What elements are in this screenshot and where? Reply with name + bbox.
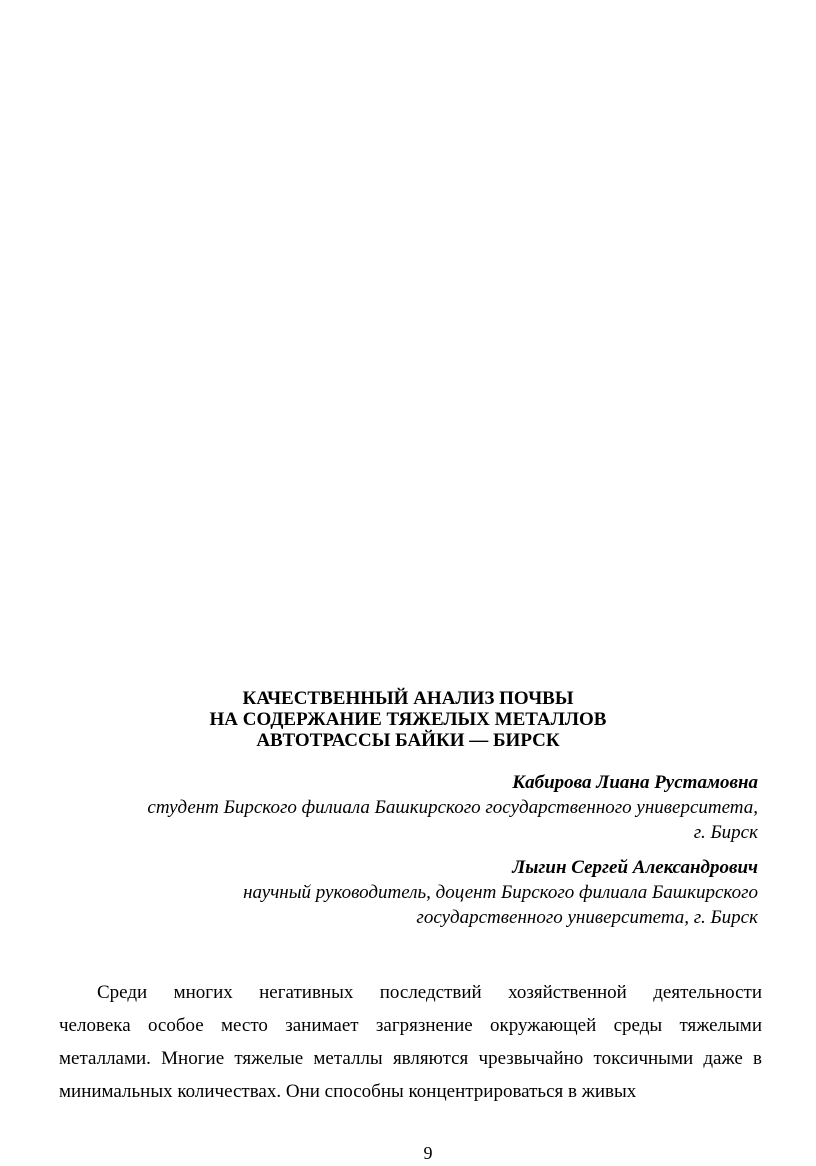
body-paragraph (59, 976, 762, 1108)
body-line: человека особое место занимает загрязнение окружающей среды тяжелыми (59, 1015, 762, 1036)
title-line: НА СОДЕРЖАНИЕ ТЯЖЕЛЫХ МЕТАЛЛОВ (209, 709, 607, 730)
title-line: КАЧЕСТВЕННЫЙ АНАЛИЗ ПОЧВЫ (242, 688, 574, 709)
body-line: минимальных количествах. Они способны концентрироваться в живых (59, 1081, 637, 1102)
author-block (78, 770, 758, 845)
body-line: металлами. Многие тяжелые металлы являются чрезвычайно токсичными даже в (59, 1048, 762, 1069)
supervisor-affiliation: государственного университета, г. Бирск (416, 907, 758, 928)
supervisor-name: Лыгин Сергей Александрович (512, 857, 758, 878)
author-affiliation: г. Бирск (693, 822, 758, 843)
supervisor-block (158, 855, 758, 930)
page-number: 9 (423, 1143, 433, 1163)
title-line: АВТОТРАССЫ БАЙКИ — БИРСК (256, 730, 560, 751)
article-title (0, 688, 816, 751)
author-name: Кабирова Лиана Рустамовна (512, 772, 758, 793)
author-affiliation: студент Бирского филиала Башкирского государственного университета, (147, 797, 758, 818)
supervisor-affiliation: научный руководитель, доцент Бирского филиала Башкирского (243, 882, 758, 903)
body-line: Среди многих негативных последствий хозяйственной деятельности (97, 982, 762, 1003)
